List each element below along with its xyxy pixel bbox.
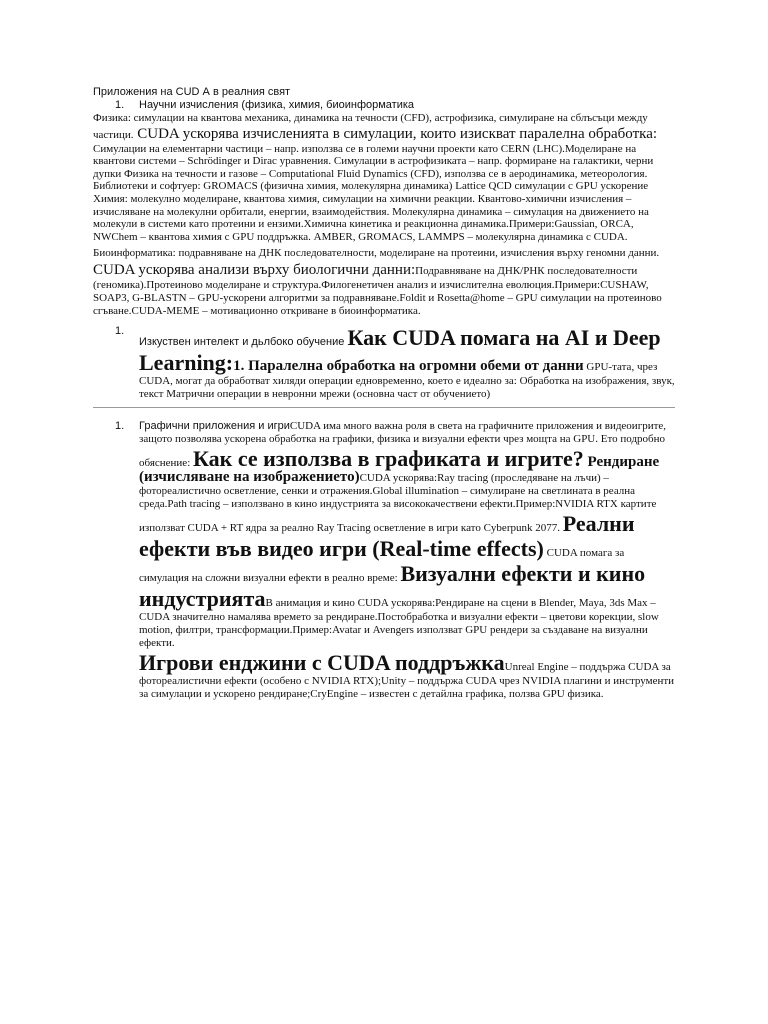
list-number: 1. [115, 420, 125, 433]
list-number: 1. [115, 99, 125, 111]
section-heading-ai: Изкуствен интелект и дьлбоко обучение [139, 336, 348, 349]
document-page [93, 85, 675, 701]
list-number: 1. [115, 325, 125, 338]
ai-body: GPU-тата, чрез CUDA, могат да обработват хиляди операции едновременно, което е идеално за: Обработка на изображения, звук, текст Матрични операции в невронни мрежи (основна част от обучението) [139, 361, 675, 401]
bio-cuda-lead: CUDA ускорява анализи върху биологични данни: [93, 262, 416, 279]
vfx-cinema-body: В анимация и кино CUDA ускорява:Рендиране на сцени в Blender, Maya, 3ds Max – CUDA значително намалява времето за рендиране.Постобработка и визуални ефекти – цветови корекции, slow motion, филтри, трансформации.Пример:Avatar и Avengers използват GPU рендери за създаване на визуални ефекти. [139, 597, 659, 650]
bio-intro: Биоинформатика: подравняване на ДНК последователности, моделиране на протеини, изчисления върху геномни данни. [93, 247, 660, 260]
game-engines-heading: Игрови енджини с CUDA поддръжка [139, 650, 505, 676]
list-item-scientific [93, 99, 675, 112]
paragraph-physics [93, 112, 675, 143]
rendering-body: CUDA ускорява:Ray tracing (проследяване на лъчи) – фотореалистично осветление, сенки и отражения.Global illumination – симулиране на светлината в реална среда.Path tracing – използвано в кино индустрията за висококачествени ефекти.Пример:NVIDIA RTX картите използват CUDA + RT ядра за реално Ray Tracing осветление в игри като Cyberpunk 2077. [139, 472, 657, 535]
realtime-effects-heading: Реални ефекти във видео игри (Real-time effects) [139, 511, 635, 562]
list-item-ai [93, 325, 675, 401]
physics-cuda-lead: CUDA ускорява изчисленията в симулации, които изискват паралелна обработка: [133, 125, 658, 142]
physics-intro: Физика: симулации на квантова механика, динамика на течности (CFD), астрофизика, симулиране на сблъсъци между частици. [93, 112, 648, 141]
game-engines-body: Unreal Engine – поддържа CUDA за фотореалистични ефекти (особено с NVIDIA RTX);Unity – поддържа CUDA чрез NVIDIA плагини и инструменти за симулации и ускорено рендиране;CryEngine – известен с детайлна графика, ползва GPU физика. [139, 661, 675, 701]
paragraph-chemistry: Химия: молекулно моделиране, квантова химия, симулации на химични реакции. Квантово-химични изчисления – изчисляване на молекулни орбитали, енергии, взаимодействия. Молекулярна динамика – симулация на движението на молекули в системи като протеини и ензими.Химична кинетика и реакционна динамика.Примери:Gaussian, ORCA, NWChem – квантова химия с GPU поддръжка. AMBER, GROMACS, LAMMPS – молекулярна динамика с CUDA. [93, 192, 649, 243]
graphics-big-heading: Как се използва в графиката и игрите? [193, 446, 584, 472]
section-heading-scientific: Научни изчисления (физика, химия, биоинформатика [139, 99, 415, 111]
section-heading-graphics: Графични приложения и игри [139, 420, 290, 433]
list-item-graphics [93, 420, 675, 701]
document-title: Приложения на CUD А в реалния свят [93, 86, 291, 98]
ai-subheading: 1. Паралелна обработка на огромни обеми от данни [233, 358, 584, 375]
paragraph-physics-details: Симулации на елементарни частици – напр. използва се в големи научни проекти като CERN (LHC).Моделиране на квантови системи – Schrödinger и Dirac уравнения. Симулации в астрофизиката – напр. формиране на галактики, черни дупки Физика на течности и газове – Computational Fluid Dynamics (CFD), използва се в аеродинамика, метеорология. Библиотеки и софтуер: GROMACS (физична химия, молекулярна динамика) Lattice QCD симулации с GPU ускорение [93, 142, 654, 193]
paragraph-bioinformatics [93, 243, 675, 317]
graphics-intro: CUDA има много важна роля в света на графичните приложения и видеоигрите, защото позволява ускорена обработка на графики, физика и визуални ефекти чрез мощта на GPU. Ето подробно обяснение: [139, 420, 667, 470]
vfx-cinema-heading: Визуални ефекти и кино индустрията [139, 561, 646, 612]
ai-big-heading: Как CUDA помага на AI и Deep Learning: [139, 325, 661, 376]
bio-details: Подравняване на ДНК/РНК последователности (геномика).Протеиново моделиране и структура.Филогенетичен анализ и изчислителна еволюция.Примери:CUSHAW, SOAP3, G-BLASTN – GPU-ускорени алгоритми за подравняване.Foldit и Rosetta@home – GPU симулации на протеиново сгъване.CUDA-MEME – мотивационно откриване в биоинформатика. [93, 265, 662, 317]
realtime-effects-body: CUDA помага за симулация на сложни визуални ефекти в реално време: [139, 547, 625, 585]
section-divider [93, 407, 675, 408]
rendering-subheading: Рендиране (изчисляване на изображението) [139, 454, 660, 486]
